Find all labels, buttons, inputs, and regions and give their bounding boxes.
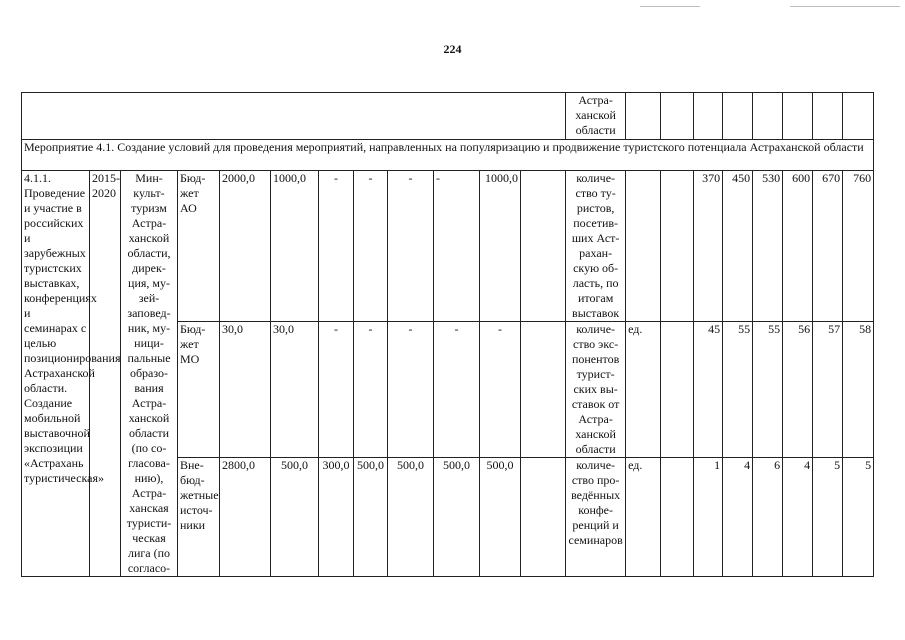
indicator-value: 55 xyxy=(723,322,753,458)
funding-year: 1000,0 xyxy=(480,171,521,322)
funding-total: 2000,0 xyxy=(220,171,271,322)
indicator-value: 5 xyxy=(813,458,843,577)
table-row-section xyxy=(22,140,874,171)
table-cell xyxy=(521,458,566,577)
activity-name: 4.1.1. Проведение и участие в российских и зарубежных туристских выставках, конференциях и семинарах с целью позиционирования Астраханской области. Создание мобильной выставочной экспозиции «Астрахань туристическая» xyxy=(22,171,90,577)
indicator-value: 56 xyxy=(783,322,813,458)
funding-year: 300,0 xyxy=(319,458,354,577)
funding-total: 2800,0 xyxy=(220,458,271,577)
funding-year: - xyxy=(354,171,388,322)
funding-year: - xyxy=(480,322,521,458)
funding-year: 500,0 xyxy=(271,458,319,577)
indicator-value: 58 xyxy=(843,322,874,458)
indicator-value: 4 xyxy=(723,458,753,577)
program-table xyxy=(21,92,874,577)
funding-year: - xyxy=(388,322,434,458)
indicator-value: 55 xyxy=(753,322,783,458)
table-cell xyxy=(521,322,566,458)
page-number: 224 xyxy=(443,42,462,56)
indicator-value: 370 xyxy=(694,171,723,322)
table-cell xyxy=(626,93,661,140)
indicator-value: 760 xyxy=(843,171,874,322)
indicator-name: количе- ство экс- понентов турист- ских вы- ставок от Астра- ханской области xyxy=(566,322,626,458)
scan-artifact-line xyxy=(640,6,700,7)
funding-total: 30,0 xyxy=(220,322,271,458)
table-cell xyxy=(22,93,566,140)
indicator-value: 530 xyxy=(753,171,783,322)
table-cell xyxy=(661,322,694,458)
table-cell xyxy=(723,93,753,140)
indicator-value: 1 xyxy=(694,458,723,577)
indicator-value: 450 xyxy=(723,171,753,322)
indicator-name: количе- ство про- ведённых конфе- ренций и семинаров xyxy=(566,458,626,577)
funding-year: 500,0 xyxy=(354,458,388,577)
funding-year: - xyxy=(354,322,388,458)
indicator-unit xyxy=(626,171,661,322)
table-cell xyxy=(521,171,566,322)
funding-year: - xyxy=(388,171,434,322)
funding-year: - xyxy=(434,322,480,458)
scan-artifact-line xyxy=(790,6,900,7)
indicator-unit: ед. xyxy=(626,322,661,458)
activity-period: 2015- 2020 xyxy=(90,171,121,577)
indicator-value: 600 xyxy=(783,171,813,322)
table-cell xyxy=(813,93,843,140)
table-cell xyxy=(694,93,723,140)
table-row xyxy=(22,171,874,322)
indicator-value: 6 xyxy=(753,458,783,577)
indicator-value: 57 xyxy=(813,322,843,458)
indicator-value: 5 xyxy=(843,458,874,577)
indicator-value: 670 xyxy=(813,171,843,322)
table-cell xyxy=(661,93,694,140)
indicator-value: 45 xyxy=(694,322,723,458)
section-title: Мероприятие 4.1. Создание условий для проведения мероприятий, направленных на популяризацию и продвижение туристского потенциала Астраханской области xyxy=(22,140,874,171)
funding-year: - xyxy=(319,171,354,322)
funding-source: Бюд- жет МО xyxy=(178,322,220,458)
funding-source: Бюд- жет АО xyxy=(178,171,220,322)
funding-year: - xyxy=(319,322,354,458)
table-cell xyxy=(661,171,694,322)
table-row-header-continuation xyxy=(22,93,874,140)
funding-year: 500,0 xyxy=(480,458,521,577)
funding-year: 1000,0 xyxy=(271,171,319,322)
funding-year: 500,0 xyxy=(434,458,480,577)
activity-executor: Мин- культ- туризм Астра- ханской области, дирек- ция, му- зей- заповед- ник, му- ници- пальные образо- вания Астра- ханской области (по со- гласова- нию), Астра- ханская туристи- ческая лига (по согласо- xyxy=(121,171,178,577)
table-cell xyxy=(843,93,874,140)
funding-year: 30,0 xyxy=(271,322,319,458)
table-cell xyxy=(661,458,694,577)
funding-year: 500,0 xyxy=(388,458,434,577)
indicator-unit: ед. xyxy=(626,458,661,577)
table-cell xyxy=(783,93,813,140)
indicator-value: 4 xyxy=(783,458,813,577)
table-cell xyxy=(753,93,783,140)
region-cell: Астра- ханской области xyxy=(566,93,626,140)
indicator-name: количе- ство ту- ристов, посетив- ших Аст- рахан- скую об- ласть, по итогам выставок xyxy=(566,171,626,322)
funding-year: - xyxy=(434,171,480,322)
funding-source: Вне- бюд- жетные источ- ники xyxy=(178,458,220,577)
